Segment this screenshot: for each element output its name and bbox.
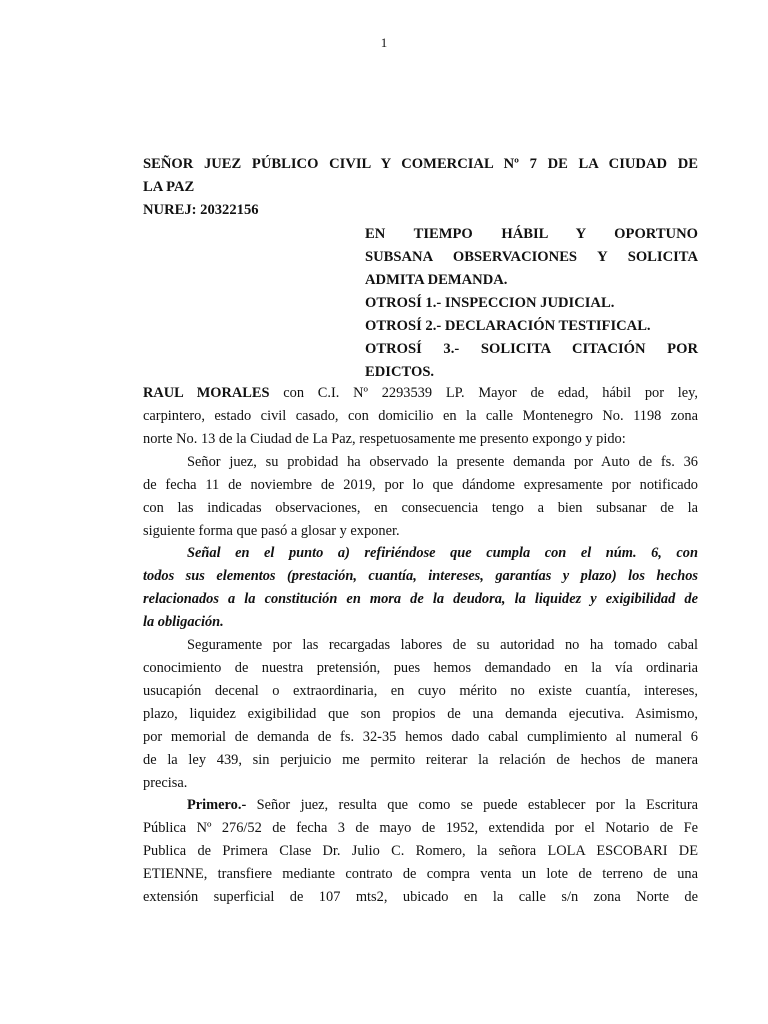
paragraph-line: de la ley 439, sin perjuicio me permito reiterar la relación de hechos de manera [143,752,698,768]
summary-line: OTROSÍ 2.- DECLARACIÓN TESTIFICAL. [365,318,651,334]
paragraph-line: con las indicadas observaciones, en consecuencia tengo a bien subsanar de la [143,500,698,516]
primero-label: Primero.- [187,797,247,813]
primero-line-1-rest: Señor juez, resulta que como se puede establecer por la Escritura [246,797,698,813]
intro-line: norte No. 13 de la Ciudad de La Paz, respetuosamente me presento expongo y pido: [143,431,626,447]
paragraph-line: Pública Nº 276/52 de fecha 3 de mayo de 1952, extendida por el Notario de Fe [143,820,698,836]
paragraph-line: plazo, liquidez exigibilidad que son propios de una demanda ejecutiva. Asimismo, [143,706,698,722]
paragraph-line: siguiente forma que pasó a glosar y exponer. [143,523,400,539]
intro-paragraph [143,382,698,451]
paragraph-primero [143,794,698,909]
paragraph-line: relacionados a la constitución en mora de la deudora, la liquidez y exigibilidad de [143,591,698,607]
summary-line: OTROSÍ 3.- SOLICITA CITACIÓN POR [365,341,698,357]
summary-line: ADMITA DEMANDA. [365,272,508,288]
court-heading-line-1: SEÑOR JUEZ PÚBLICO CIVIL Y COMERCIAL Nº 7 DE LA CIUDAD DE [143,156,698,172]
paragraph-line: Señor juez, su probidad ha observado la presente demanda por Auto de fs. 36 [187,454,698,470]
paragraph-response [143,634,698,795]
paragraph-line: usucapión decenal o extraordinaria, en cuyo mérito no existe cuantía, intereses, [143,683,698,699]
court-heading-line-2: LA PAZ [143,179,195,195]
paragraph-line: conocimiento de nuestra pretensión, pues hemos demandado en la vía ordinaria [143,660,698,676]
paragraph-line: Seguramente por las recargadas labores de su autoridad no ha tomado cabal [187,637,698,653]
page-number: 1 [380,35,388,50]
paragraph-line: Publica de Primera Clase Dr. Julio C. Romero, la señora LOLA ESCOBARI DE [143,843,698,859]
paragraph-line: por memorial de demanda de fs. 32-35 hemos dado cabal cumplimiento al numeral 6 [143,729,698,745]
court-heading [143,153,698,222]
paragraph-line: la obligación. [143,614,224,630]
summary-line: OTROSÍ 1.- INSPECCION JUDICIAL. [365,295,615,311]
paragraph-line: todos sus elementos (prestación, cuantía, intereses, garantías y plazo) los hechos [143,568,698,584]
paragraph-line: precisa. [143,775,188,791]
paragraph-observations [143,451,698,543]
paragraph-line: extensión superficial de 107 mts2, ubicado en la calle s/n zona Norte de [143,889,698,905]
paragraph-line: ETIENNE, transfiere mediante contrato de compra venta un lote de terreno de una [143,866,698,882]
summary-line: SUBSANA OBSERVACIONES Y SOLICITA [365,249,698,265]
intro-line-1-rest: con C.I. Nº 2293539 LP. Mayor de edad, hábil por ley, [269,385,698,401]
paragraph-line: Señal en el punto a) refiriéndose que cumpla con el núm. 6, con [187,545,698,561]
summary-line: EN TIEMPO HÁBIL Y OPORTUNO [365,226,698,242]
summary-line: EDICTOS. [365,364,435,380]
petitioner-name: RAUL MORALES [143,385,270,401]
paragraph-observation-point-a [143,542,698,634]
paragraph-line: de fecha 11 de noviembre de 2019, por lo que dándome expresamente por notificado [143,477,698,493]
petition-summary [365,223,698,384]
nurej-number: NUREJ: 20322156 [143,202,259,218]
intro-line: carpintero, estado civil casado, con domicilio en la calle Montenegro No. 1198 zona [143,408,698,424]
